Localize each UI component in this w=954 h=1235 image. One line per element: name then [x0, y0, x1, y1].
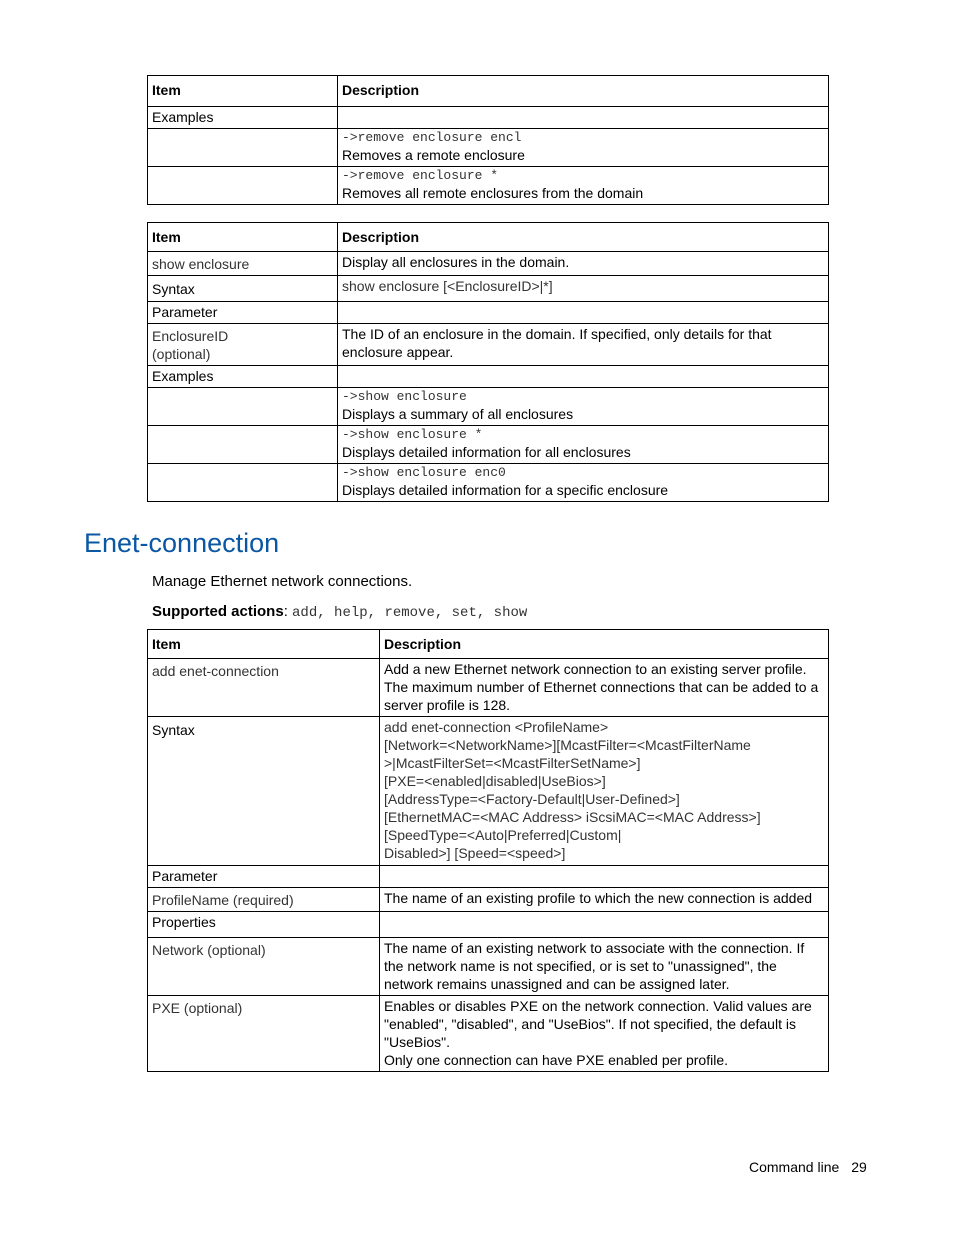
example-description: Displays a summary of all enclosures [342, 406, 574, 422]
section-title: Enet-connection [84, 528, 280, 558]
property-description: The name of an existing network to associate with the connection. If the network name is not specified, or is set to "unassigned", the network remains unassigned and can be assigned later. [380, 938, 829, 996]
example-description: Displays detailed information for all enclosures [342, 444, 631, 460]
enet-connection-table [147, 629, 829, 1072]
table-row [148, 107, 829, 129]
example-description: Removes a remote enclosure [342, 147, 525, 163]
property-name: PXE (optional) [148, 996, 380, 1072]
supported-actions [152, 603, 527, 621]
supported-actions-label: Supported actions [152, 603, 284, 620]
page-number: 29 [851, 1159, 867, 1175]
command-description: Add a new Ethernet network connection to an existing server profile. The maximum number of Ethernet connections that can be added to a server profile is 128. [380, 659, 829, 717]
table-row [148, 659, 829, 717]
examples-label: Examples [148, 366, 338, 388]
table-row [148, 366, 829, 388]
property-note: Only one connection can have PXE enabled per profile. [384, 1052, 729, 1068]
example-description: Displays detailed information for a specific enclosure [342, 482, 669, 498]
syntax-label: Syntax [148, 717, 380, 866]
table-row [148, 996, 829, 1072]
parameter-label: Parameter [148, 302, 338, 324]
table-row [148, 866, 829, 888]
footer-section: Command line [749, 1159, 840, 1175]
parameter-description: The name of an existing profile to which the new connection is added [380, 888, 829, 912]
example-description: Removes all remote enclosures from the domain [342, 185, 644, 201]
parameter-qualifier: (optional) [152, 346, 211, 362]
example-command: ->show enclosure [342, 389, 467, 404]
page-footer [749, 1159, 867, 1175]
parameter-name: ProfileName (required) [148, 888, 380, 912]
table-row [148, 938, 829, 996]
table-header-row [148, 223, 829, 252]
example-command: ->show enclosure enc0 [342, 465, 506, 480]
section-intro: Manage Ethernet network connections. [152, 573, 413, 590]
property-name: Network (optional) [148, 938, 380, 996]
command-name: show enclosure [148, 252, 338, 276]
table-row [148, 276, 829, 302]
table-header-row [148, 630, 829, 659]
example-command: ->remove enclosure encl [342, 130, 522, 145]
table-row [148, 252, 829, 276]
parameter-label: Parameter [148, 866, 380, 888]
property-description: Enables or disables PXE on the network connection. Valid values are "enabled", "disabled", and "UseBios". If not specified, the default is "UseBios". [384, 998, 812, 1050]
header-description: Description [338, 76, 829, 107]
command-name: add enet-connection [148, 659, 380, 717]
supported-actions-values: add, help, remove, set, show [292, 605, 528, 621]
table-row [148, 464, 829, 502]
table-row [148, 167, 829, 205]
syntax-text: add enet-connection <ProfileName> [Network=<NetworkName>][McastFilter=<McastFilterName >|McastFilterSet=<McastFilterSetName>] [PXE=<enabled|disabled|UseBios>] [AddressType=<Factory-Default|User-Defined>] [EthernetMAC=<MAC Address> iScsiMAC=<MAC Address>] [SpeedType=<Auto|Preferred|Custom| Disabled>] [Speed=<speed>] [380, 717, 829, 866]
example-command: ->remove enclosure * [342, 168, 499, 183]
table-row [148, 888, 829, 912]
table-row [148, 302, 829, 324]
syntax-text: show enclosure [<EnclosureID>|*] [338, 276, 829, 302]
show-enclosure-table [147, 222, 829, 502]
syntax-label: Syntax [148, 276, 338, 302]
supported-actions-separator: : [283, 603, 288, 620]
header-description: Description [338, 223, 829, 252]
header-description: Description [380, 630, 829, 659]
example-command: ->show enclosure * [342, 427, 483, 442]
examples-label: Examples [148, 107, 338, 129]
properties-label: Properties [148, 912, 380, 938]
table-row [148, 912, 829, 938]
parameter-name: EnclosureID [152, 328, 229, 344]
command-description: Display all enclosures in the domain. [338, 252, 829, 276]
parameter-description: The ID of an enclosure in the domain. If specified, only details for that enclosure appear. [338, 324, 829, 366]
table-header-row [148, 76, 829, 107]
header-item: Item [148, 630, 380, 659]
table-row [148, 129, 829, 167]
table-row [148, 426, 829, 464]
remove-enclosure-examples-table [147, 75, 829, 205]
table-row [148, 324, 829, 366]
table-row [148, 388, 829, 426]
table-row [148, 717, 829, 866]
header-item: Item [148, 76, 338, 107]
header-item: Item [148, 223, 338, 252]
